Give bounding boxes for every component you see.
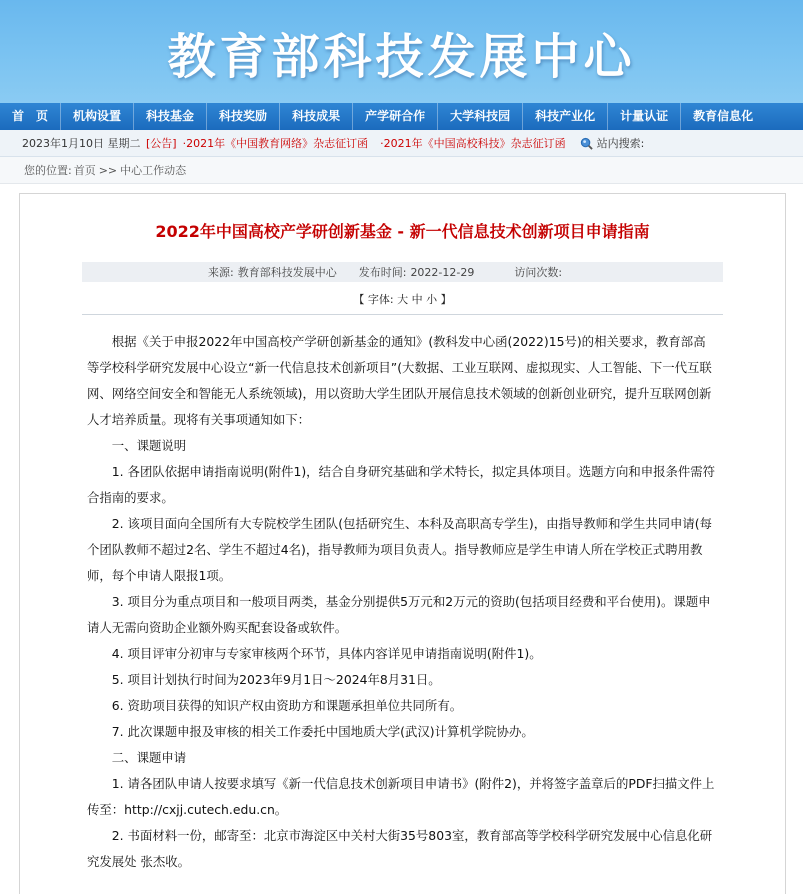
article-title: 2022年中国高校产学研创新基金 - 新一代信息技术创新项目申请指南 bbox=[155, 222, 650, 241]
current-date: 2023年1月10日 星期二 bbox=[22, 137, 141, 150]
nav-item-achievements[interactable]: 科技成果 bbox=[280, 103, 353, 130]
search-icon[interactable] bbox=[580, 137, 593, 150]
section-heading: 一、课题说明 bbox=[111, 438, 187, 453]
search-label: 站内搜索: bbox=[596, 137, 645, 150]
source-value: 教育部科技发展中心 bbox=[237, 266, 337, 279]
nav-item-industrialization[interactable]: 科技产业化 bbox=[523, 103, 608, 130]
main-nav bbox=[0, 103, 803, 130]
nav-item-organization[interactable]: 机构设置 bbox=[61, 103, 134, 130]
section-heading: 二、课题申请 bbox=[111, 750, 187, 765]
nav-item-metrology[interactable]: 计量认证 bbox=[608, 103, 681, 130]
paragraph: 4. 项目评审分初审与专家审核两个环节，具体内容详见申请指南说明(附件1)。 bbox=[111, 646, 542, 661]
font-size-switcher bbox=[20, 291, 785, 307]
paragraph: 6. 资助项目获得的知识产权由资助方和课题承担单位共同所有。 bbox=[111, 698, 463, 713]
font-medium-button[interactable]: 中 bbox=[411, 293, 423, 306]
source-label: 来源: bbox=[208, 266, 234, 279]
site-search[interactable] bbox=[580, 135, 645, 151]
breadcrumb-home-link[interactable]: 首页 bbox=[73, 164, 96, 177]
nav-item-cooperation[interactable]: 产学研合作 bbox=[353, 103, 438, 130]
site-title: 教育部科技发展中心 bbox=[167, 29, 636, 85]
font-large-button[interactable]: 大 bbox=[397, 293, 409, 306]
article-meta bbox=[82, 262, 723, 282]
paragraph: 根据《关于申报2022年中国高校产学研创新基金的通知》(教科发中心函(2022)15号)的相关要求，教育部高等学校科学研究发展中心设立“新一代信息技术创新项目”(大数据、工业互联网、虚拟现实、人工智能、下一代互联网、网络空间安全和智能无人系统领域)，用以资助大学生团队开展信息技术领域的创新创业研究，提升互联网创新人才培养质量。现将有关事项通知如下： bbox=[87, 334, 712, 427]
paragraph: 3. 项目分为重点项目和一般项目两类，基金分别提供5万元和2万元的资助(包括项目经费和平台使用)。课题申请人无需向资助企业额外购买配套设备或软件。 bbox=[87, 594, 711, 635]
notice-link[interactable]: ·2021年《中国教育网络》杂志征订函 bbox=[182, 137, 369, 150]
site-banner bbox=[0, 0, 803, 103]
article-body bbox=[87, 329, 717, 875]
paragraph: 2. 该项目面向全国所有大专院校学生团队(包括研究生、本科及高职高专学生)，由指导教师和学生共同申请(每个团队教师不超过2名、学生不超过4名)，指导教师为项目负责人。指导教师应是学生申请人所在学校正式聘用教师，每个申请人限报1项。 bbox=[87, 516, 713, 583]
paragraph: 1. 请各团队申请人按要求填写《新一代信息技术创新项目申请书》(附件2)，并将签字盖章后的PDF扫描文件上传至：http://cxjj.cutech.edu.cn。 bbox=[87, 776, 715, 817]
font-small-button[interactable]: 小 bbox=[426, 293, 438, 306]
nav-item-awards[interactable]: 科技奖励 bbox=[207, 103, 280, 130]
nav-item-home[interactable]: 首 页 bbox=[0, 103, 61, 130]
breadcrumb bbox=[0, 157, 803, 184]
font-size-prefix: 【 字体: bbox=[353, 293, 394, 306]
time-label: 发布时间: bbox=[358, 266, 407, 279]
article-panel bbox=[19, 193, 786, 894]
notice-link[interactable]: ·2021年《中国高校科技》杂志征订函 bbox=[380, 137, 566, 150]
paragraph: 7. 此次课题申报及审核的相关工作委托中国地质大学(武汉)计算机学院协办。 bbox=[111, 724, 534, 739]
nav-item-science-park[interactable]: 大学科技园 bbox=[438, 103, 523, 130]
divider bbox=[82, 314, 723, 315]
views-label: 访问次数: bbox=[514, 266, 563, 279]
notice-tag: [公告] bbox=[146, 137, 177, 150]
paragraph: 5. 项目计划执行时间为2023年9月1日～2024年8月31日。 bbox=[111, 672, 441, 687]
time-value: 2022-12-29 bbox=[410, 265, 475, 279]
font-size-suffix: 】 bbox=[440, 293, 452, 306]
breadcrumb-label: 您的位置: bbox=[24, 164, 72, 177]
breadcrumb-separator: >> bbox=[98, 163, 118, 177]
breadcrumb-current-link[interactable]: 中心工作动态 bbox=[120, 164, 187, 177]
nav-item-fund[interactable]: 科技基金 bbox=[134, 103, 207, 130]
nav-item-informatization[interactable]: 教育信息化 bbox=[693, 109, 754, 123]
info-bar bbox=[0, 130, 803, 157]
paragraph: 2. 书面材料一份，邮寄至：北京市海淀区中关村大街35号803室，教育部高等学校科学研究发展中心信息化研究发展处 张杰收。 bbox=[87, 828, 713, 869]
paragraph: 1. 各团队依据申请指南说明(附件1)，结合自身研究基础和学术特长，拟定具体项目。选题方向和申报条件需符合指南的要求。 bbox=[87, 464, 716, 505]
